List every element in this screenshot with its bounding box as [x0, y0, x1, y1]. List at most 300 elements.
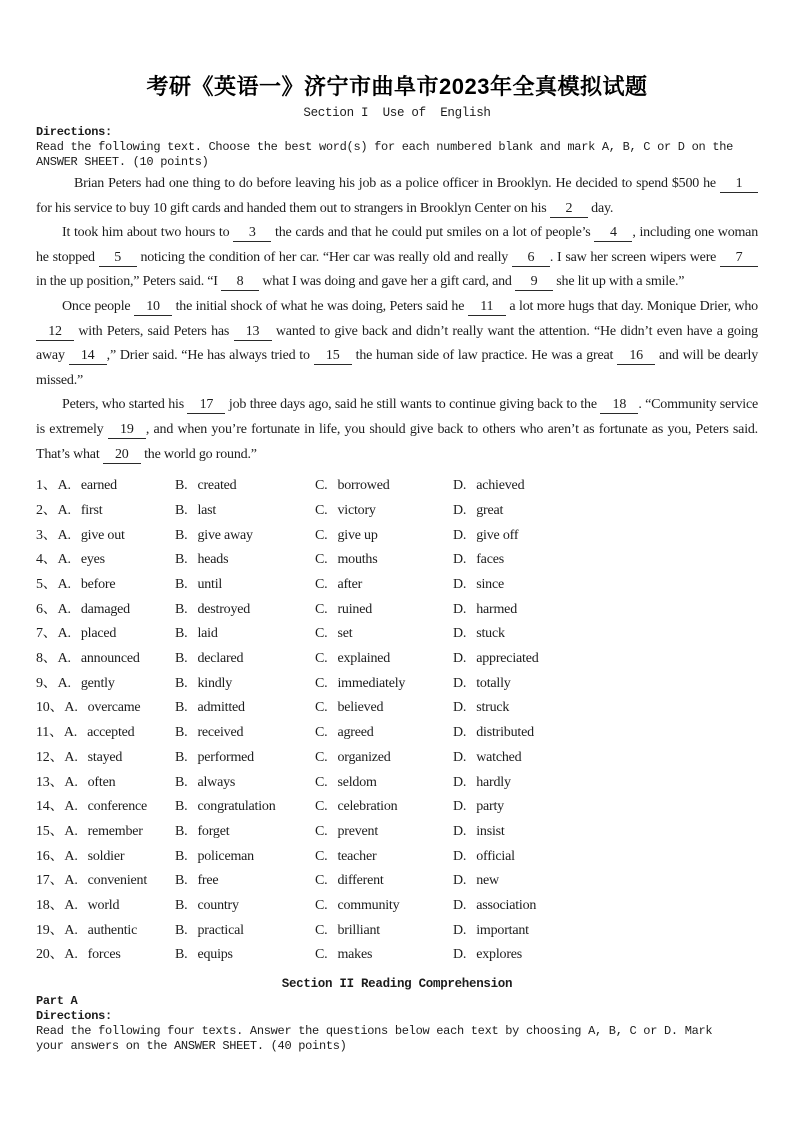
option-label: B. [175, 626, 188, 642]
option-label: C. [315, 922, 328, 938]
option-text: soldier [87, 848, 125, 864]
option-label: D. [453, 947, 467, 963]
option-text: give off [476, 527, 519, 543]
option-label: A. [63, 725, 78, 741]
question-number: 6、 [36, 601, 57, 617]
option-text: mouths [337, 552, 378, 568]
option-text: conference [87, 799, 148, 815]
option-label: D. [453, 626, 467, 642]
option-label: A. [57, 576, 71, 592]
option-label: D. [453, 922, 467, 938]
question-number: 1、 [36, 478, 57, 494]
question-12-option-d [453, 746, 758, 771]
question-number: 15、 [36, 823, 64, 839]
option-label: B. [175, 922, 188, 938]
option-label: B. [175, 873, 188, 889]
question-9-option-b [175, 672, 315, 697]
question-14-option-b [175, 795, 315, 820]
question-number: 11、 [36, 725, 63, 741]
option-text: different [337, 873, 384, 889]
question-7-option-d [453, 622, 758, 647]
page-title: 考研《英语一》济宁市曲阜市2023年全真模拟试题 [146, 74, 648, 99]
question-18-option-b [175, 894, 315, 919]
option-label: C. [315, 576, 328, 592]
cloze-blank-15: 15 [314, 348, 352, 365]
section2-directions-label: Directions: [36, 1009, 112, 1024]
option-label: D. [453, 675, 467, 691]
option-text: congratulation [197, 799, 276, 815]
option-label: C. [315, 898, 328, 914]
option-text: makes [337, 947, 373, 963]
option-text: free [197, 873, 219, 889]
option-text: teacher [337, 848, 377, 864]
question-row-10 [36, 696, 758, 721]
option-label: B. [175, 774, 188, 790]
option-text: harmed [476, 601, 517, 617]
option-label: D. [453, 478, 467, 494]
option-label: A. [57, 527, 71, 543]
option-text: believed [337, 700, 384, 716]
question-row-17 [36, 869, 758, 894]
option-label: C. [315, 502, 328, 518]
option-text: brilliant [337, 922, 380, 938]
question-8-option-b [175, 647, 315, 672]
question-17-option-c [315, 869, 453, 894]
option-text: explores [476, 947, 523, 963]
question-4-option-d [453, 548, 758, 573]
question-9-option-a [36, 672, 175, 697]
option-label: D. [453, 823, 467, 839]
question-16-option-b [175, 845, 315, 870]
option-text: community [337, 898, 400, 914]
question-3-option-a [36, 524, 175, 549]
option-label: C. [315, 478, 328, 494]
option-text: give away [197, 527, 253, 543]
passage-paragraph-2: It took him about two hours to 3 the cards and that he could put smiles on a lot of people’s 4 , including one woman he stopped 5 noticing the condition of her car. “Her car was really old and really 6 . I saw her screen wipers were 7 in the up position,” Peters said. “I 8 what I was doing and gave her a gift card, and 9 she lit up with a smile.” [36, 225, 758, 290]
option-text: country [197, 898, 239, 914]
option-text: authentic [87, 922, 138, 938]
option-label: A. [57, 502, 71, 518]
option-label: B. [175, 823, 188, 839]
question-6-option-b [175, 598, 315, 623]
section1-directions-line1: Read the following text. Choose the best word(s) for each numbered blank and mark A, B, C or D on the [36, 140, 734, 154]
option-label: C. [315, 700, 328, 716]
option-label: B. [175, 799, 188, 815]
option-label: B. [175, 651, 188, 667]
question-number: 14、 [36, 799, 64, 815]
question-10-option-a [36, 696, 175, 721]
option-label: A. [57, 601, 71, 617]
option-label: B. [175, 552, 188, 568]
question-row-5 [36, 573, 758, 598]
passage-paragraph-3: Once people 10 the initial shock of what he was doing, Peters said he 11 a lot more hugs that day. Monique Drier, who 12 with Peters, said Peters has 13 wanted to give back and didn’t really want the attention. “He didn’t even have a going away 14 ,” Drier said. “He has always tried to 15 the human side of law practice. He was a great 16 and will be dearly missed.” [36, 298, 758, 388]
question-19-option-b [175, 919, 315, 944]
cloze-blank-16: 16 [617, 348, 655, 365]
question-row-9 [36, 672, 758, 697]
question-11-option-a [36, 721, 175, 746]
option-label: D. [453, 700, 467, 716]
question-number: 12、 [36, 749, 64, 765]
option-text: always [197, 774, 236, 790]
option-text: placed [80, 626, 117, 642]
question-6-option-c [315, 598, 453, 623]
cloze-blank-7: 7 [720, 250, 758, 267]
option-text: celebration [337, 799, 398, 815]
question-8-option-c [315, 647, 453, 672]
cloze-blank-8: 8 [221, 274, 259, 291]
question-number: 9、 [36, 675, 57, 691]
section1-directions-line2: ANSWER SHEET. (10 points) [36, 155, 209, 169]
question-20-option-a [36, 943, 175, 968]
option-label: C. [315, 799, 328, 815]
question-19-option-a [36, 919, 175, 944]
option-text: association [476, 898, 537, 914]
question-7-option-c [315, 622, 453, 647]
question-row-3 [36, 524, 758, 549]
option-text: last [197, 502, 217, 518]
option-text: convenient [87, 873, 148, 889]
question-row-8 [36, 647, 758, 672]
option-label: D. [453, 848, 467, 864]
cloze-blank-10: 10 [134, 299, 172, 316]
option-text: kindly [197, 675, 233, 691]
option-text: equips [197, 947, 233, 963]
question-13-option-d [453, 771, 758, 796]
question-11-option-d [453, 721, 758, 746]
option-text: performed [197, 749, 254, 765]
option-text: borrowed [337, 478, 390, 494]
question-13-option-c [315, 771, 453, 796]
section2-part-label: Part A [36, 994, 78, 1009]
question-18-option-c [315, 894, 453, 919]
question-row-20 [36, 943, 758, 968]
option-text: victory [337, 502, 376, 518]
question-11-option-b [175, 721, 315, 746]
question-1-option-d [453, 474, 758, 499]
question-10-option-b [175, 696, 315, 721]
question-list [36, 474, 758, 968]
question-13-option-b [175, 771, 315, 796]
cloze-blank-17: 17 [187, 397, 225, 414]
option-label: B. [175, 527, 188, 543]
question-5-option-d [453, 573, 758, 598]
question-11-option-c [315, 721, 453, 746]
option-text: policeman [197, 848, 254, 864]
question-row-15 [36, 820, 758, 845]
option-label: C. [315, 552, 328, 568]
question-14-option-d [453, 795, 758, 820]
question-number: 3、 [36, 527, 57, 543]
section2-heading: Section II Reading Comprehension [281, 977, 513, 992]
question-row-1 [36, 474, 758, 499]
option-text: first [80, 502, 103, 518]
option-label: D. [453, 502, 467, 518]
option-label: B. [175, 700, 188, 716]
question-6-option-d [453, 598, 758, 623]
question-10-option-c [315, 696, 453, 721]
question-5-option-a [36, 573, 175, 598]
cloze-blank-13: 13 [234, 324, 272, 341]
cloze-blank-18: 18 [600, 397, 638, 414]
option-text: explained [337, 651, 391, 667]
option-text: official [476, 848, 515, 864]
cloze-blank-20: 20 [103, 447, 141, 464]
option-label: B. [175, 749, 188, 765]
question-row-14 [36, 795, 758, 820]
option-label: B. [175, 898, 188, 914]
option-text: new [476, 873, 499, 889]
option-label: B. [175, 675, 188, 691]
option-label: C. [315, 651, 328, 667]
option-label: C. [315, 947, 328, 963]
option-label: A. [64, 774, 78, 790]
option-text: immediately [337, 675, 406, 691]
question-8-option-d [453, 647, 758, 672]
option-label: C. [315, 823, 328, 839]
option-label: D. [453, 651, 467, 667]
option-text: organized [337, 749, 391, 765]
question-2-option-b [175, 499, 315, 524]
option-text: declared [197, 651, 244, 667]
option-label: B. [175, 848, 188, 864]
question-2-option-a [36, 499, 175, 524]
cloze-blank-3: 3 [233, 225, 271, 242]
question-number: 18、 [36, 898, 64, 914]
question-6-option-a [36, 598, 175, 623]
question-number: 19、 [36, 922, 64, 938]
question-1-option-b [175, 474, 315, 499]
question-number: 5、 [36, 576, 57, 592]
option-label: A. [57, 552, 71, 568]
question-1-option-c [315, 474, 453, 499]
cloze-passage [36, 172, 758, 467]
option-label: C. [315, 774, 328, 790]
cloze-blank-2: 2 [550, 201, 588, 218]
option-text: after [337, 576, 363, 592]
option-text: important [476, 922, 529, 938]
cloze-blank-11: 11 [468, 299, 506, 316]
option-text: watched [476, 749, 522, 765]
option-label: B. [175, 601, 188, 617]
option-text: set [337, 626, 353, 642]
section2-directions-line2: your answers on the ANSWER SHEET. (40 points) [36, 1039, 347, 1054]
option-text: achieved [476, 478, 525, 494]
section1-directions-label: Directions: [36, 125, 112, 139]
option-text: stuck [476, 626, 505, 642]
question-number: 2、 [36, 502, 57, 518]
option-label: A. [64, 947, 78, 963]
question-17-option-d [453, 869, 758, 894]
question-number: 4、 [36, 552, 57, 568]
passage-paragraph-1: Brian Peters had one thing to do before leaving his job as a police officer in Brooklyn. He decided to spend $500 he 1 for his service to buy 10 gift cards and handed them out to strangers in Brooklyn Center on his 2 day. [36, 172, 758, 221]
question-number: 20、 [36, 947, 64, 963]
question-16-option-c [315, 845, 453, 870]
option-label: A. [57, 478, 71, 494]
question-5-option-c [315, 573, 453, 598]
section2-directions-line1: Read the following four texts. Answer the questions below each text by choosing A, B, C or D. Mark [36, 1024, 713, 1039]
option-label: C. [315, 749, 328, 765]
option-text: earned [80, 478, 117, 494]
option-text: heads [197, 552, 229, 568]
question-5-option-b [175, 573, 315, 598]
question-3-option-c [315, 524, 453, 549]
option-label: A. [64, 898, 78, 914]
question-1-option-a [36, 474, 175, 499]
option-label: C. [315, 725, 328, 741]
option-label: A. [57, 675, 71, 691]
option-label: D. [453, 873, 467, 889]
question-4-option-a [36, 548, 175, 573]
question-12-option-c [315, 746, 453, 771]
option-text: seldom [337, 774, 377, 790]
option-text: world [87, 898, 120, 914]
question-10-option-d [453, 696, 758, 721]
question-12-option-b [175, 746, 315, 771]
option-text: damaged [80, 601, 130, 617]
question-4-option-b [175, 548, 315, 573]
question-row-11 [36, 721, 758, 746]
option-text: prevent [337, 823, 379, 839]
question-20-option-d [453, 943, 758, 968]
option-label: A. [64, 873, 78, 889]
cloze-blank-14: 14 [69, 348, 107, 365]
option-text: remember [87, 823, 143, 839]
option-label: B. [175, 502, 188, 518]
question-17-option-b [175, 869, 315, 894]
option-label: D. [453, 799, 467, 815]
option-text: struck [476, 700, 510, 716]
question-8-option-a [36, 647, 175, 672]
question-row-12 [36, 746, 758, 771]
question-15-option-a [36, 820, 175, 845]
option-text: forces [87, 947, 121, 963]
question-15-option-b [175, 820, 315, 845]
option-text: insist [476, 823, 505, 839]
option-text: often [87, 774, 116, 790]
question-row-18 [36, 894, 758, 919]
option-text: eyes [80, 552, 105, 568]
question-20-option-b [175, 943, 315, 968]
question-4-option-c [315, 548, 453, 573]
cloze-blank-4: 4 [594, 225, 632, 242]
option-label: B. [175, 478, 188, 494]
cloze-blank-6: 6 [512, 250, 550, 267]
option-label: A. [64, 823, 78, 839]
option-text: faces [476, 552, 504, 568]
option-label: A. [64, 848, 78, 864]
option-text: received [197, 725, 244, 741]
question-16-option-a [36, 845, 175, 870]
option-text: accepted [87, 725, 135, 741]
option-label: D. [453, 774, 467, 790]
question-12-option-a [36, 746, 175, 771]
question-15-option-c [315, 820, 453, 845]
option-text: totally [476, 675, 511, 691]
question-row-7 [36, 622, 758, 647]
section1-heading: Section I Use of English [303, 106, 491, 120]
cloze-blank-1: 1 [720, 176, 758, 193]
option-text: great [476, 502, 504, 518]
option-label: D. [453, 898, 467, 914]
option-text: gently [80, 675, 115, 691]
option-label: D. [453, 725, 467, 741]
question-row-19 [36, 919, 758, 944]
question-9-option-d [453, 672, 758, 697]
question-18-option-d [453, 894, 758, 919]
question-number: 17、 [36, 873, 64, 889]
question-17-option-a [36, 869, 175, 894]
option-label: D. [453, 527, 467, 543]
option-text: give out [80, 527, 125, 543]
question-7-option-a [36, 622, 175, 647]
option-label: D. [453, 576, 467, 592]
question-number: 16、 [36, 848, 64, 864]
option-text: practical [197, 922, 244, 938]
cloze-blank-5: 5 [99, 250, 137, 267]
question-14-option-c [315, 795, 453, 820]
question-9-option-c [315, 672, 453, 697]
option-text: created [197, 478, 237, 494]
option-text: forget [197, 823, 230, 839]
option-text: since [476, 576, 504, 592]
question-7-option-b [175, 622, 315, 647]
question-2-option-c [315, 499, 453, 524]
question-20-option-c [315, 943, 453, 968]
option-label: A. [64, 749, 78, 765]
question-row-6 [36, 598, 758, 623]
option-text: admitted [197, 700, 245, 716]
option-label: B. [175, 947, 188, 963]
cloze-blank-19: 19 [108, 422, 146, 439]
question-3-option-d [453, 524, 758, 549]
question-2-option-d [453, 499, 758, 524]
option-text: ruined [337, 601, 373, 617]
question-row-2 [36, 499, 758, 524]
cloze-blank-9: 9 [515, 274, 553, 291]
option-text: until [197, 576, 223, 592]
option-label: C. [315, 848, 328, 864]
option-label: A. [64, 922, 78, 938]
option-label: A. [57, 626, 71, 642]
option-label: A. [64, 799, 78, 815]
option-label: C. [315, 527, 328, 543]
question-19-option-d [453, 919, 758, 944]
question-number: 8、 [36, 651, 57, 667]
question-number: 10、 [36, 700, 64, 716]
question-3-option-b [175, 524, 315, 549]
option-text: overcame [87, 700, 141, 716]
question-number: 13、 [36, 774, 64, 790]
option-text: party [476, 799, 504, 815]
question-row-16 [36, 845, 758, 870]
option-text: appreciated [476, 651, 539, 667]
option-text: stayed [87, 749, 123, 765]
question-16-option-d [453, 845, 758, 870]
option-label: B. [175, 576, 188, 592]
option-label: C. [315, 675, 328, 691]
option-label: C. [315, 601, 328, 617]
option-label: B. [175, 725, 188, 741]
option-label: D. [453, 601, 467, 617]
option-label: D. [453, 552, 467, 568]
option-label: A. [64, 700, 78, 716]
option-text: distributed [476, 725, 534, 741]
cloze-blank-12: 12 [36, 324, 74, 341]
option-label: C. [315, 626, 328, 642]
option-label: D. [453, 749, 467, 765]
option-text: agreed [337, 725, 374, 741]
option-text: before [80, 576, 116, 592]
